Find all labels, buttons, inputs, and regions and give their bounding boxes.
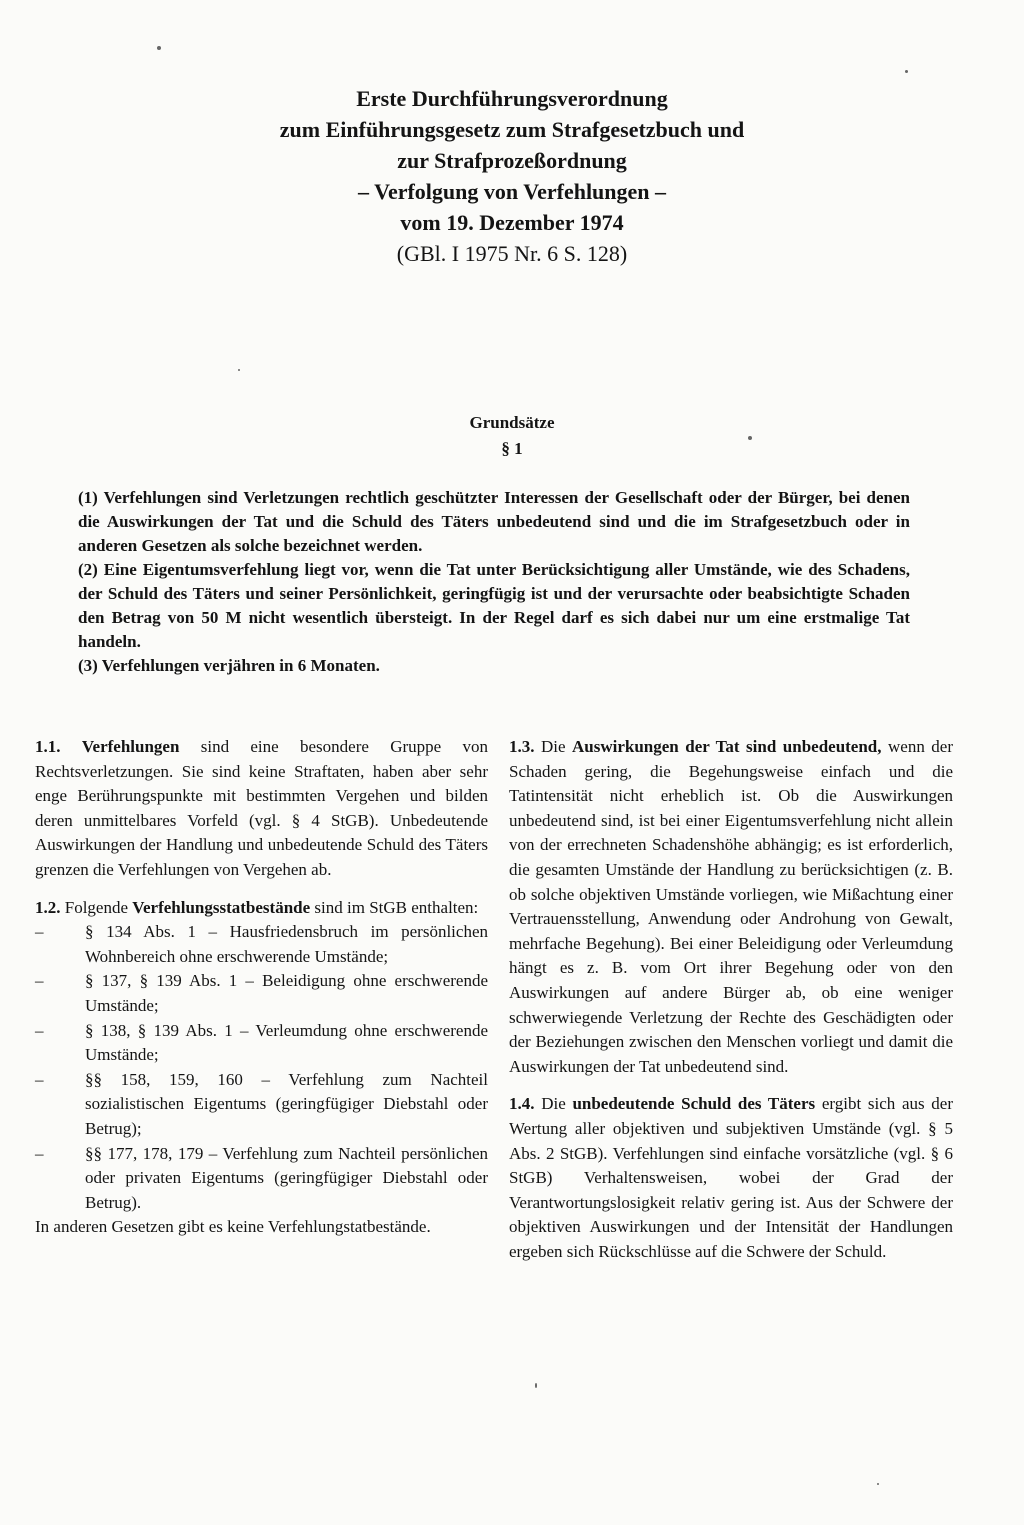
note-number: 1.3. bbox=[509, 737, 535, 756]
title-line-3: zur Strafprozeßordnung bbox=[397, 148, 627, 173]
note-keyword: Verfehlungsstatbestände bbox=[132, 897, 311, 917]
title-source: (GBl. I 1975 Nr. 6 S. 128) bbox=[396, 241, 628, 266]
list-item: – § 138, § 139 Abs. 1 – Verleumdung ohne erschwerende Umstände; bbox=[35, 1020, 488, 1065]
note-number: 1.4. bbox=[509, 1094, 535, 1114]
note-text: sind eine besondere Gruppe von Rechtsverletzungen. Sie sind keine Straftaten, haben aber sehr enge Berührungspunkte mit bestimmten Vergehen und bilden deren unmittelbares Vorfeld (vgl. § 4 StGB). Unbedeutende Auswirkungen der Handlung und unbedeutende Schuld des Täters grenzen die Verfehlungen von Vergehen ab. bbox=[35, 737, 488, 879]
note-1-4 bbox=[509, 1092, 953, 1264]
subsection-1: (1) Verfehlungen sind Verletzungen rechtlich geschützter Interessen der Gesellschaft oder der Bürger, bei denen die Auswirkungen der Tat und die Schuld des Täters unbedeutend sind und die im Strafgesetzbuch oder in anderen Gesetzen als solche bezeichnet werden. bbox=[78, 488, 910, 555]
note-1-1 bbox=[35, 735, 488, 883]
note-text: Die bbox=[534, 737, 572, 756]
dash-marker: – bbox=[35, 922, 44, 942]
offence-list bbox=[35, 920, 488, 1215]
note-number: 1.2. bbox=[35, 897, 61, 917]
note-text: ergibt sich aus der Wertung aller objektiven und subjektiven Umstände (vgl. § 5 Abs. 2 StGB). Verfehlungen sind einfache vorsätzliche (vgl. § 6 StGB) Verhaltensweisen, wobei der Grad der Verantwortungslosigkeit relativ gering ist. Aus der Schwere der objektiven Auswirkungen und der Intensität der Handlungen ergeben sich Rückschlüsse auf die Schwere der Schuld. bbox=[509, 1094, 953, 1261]
paragraph-1-text bbox=[78, 486, 910, 678]
note-keyword: Verfehlungen bbox=[81, 737, 180, 756]
note-keyword: Auswirkungen der Tat sind unbedeutend, bbox=[572, 737, 882, 756]
scan-speck bbox=[905, 70, 908, 73]
list-closing: In anderen Gesetzen gibt es keine Verfehlungstatbestände. bbox=[35, 1217, 431, 1237]
title-line-2: zum Einführungsgesetz zum Strafgesetzbuch und bbox=[279, 117, 745, 142]
note-text: Die bbox=[534, 1094, 573, 1114]
subsection-3: (3) Verfehlungen verjähren in 6 Monaten. bbox=[78, 656, 380, 675]
list-item: – §§ 177, 178, 179 – Verfehlung zum Nachteil persönlichen oder privaten Eigentums (geringfügiger Diebstahl oder Betrug). bbox=[35, 1143, 488, 1212]
note-keyword: unbedeutende Schuld des Täters bbox=[572, 1094, 816, 1114]
note-text: wenn der Schaden gering, die Begehungsweise einfach und die Tatintensität nicht erheblich ist. Ob die Auswirkungen unbedeutend sind, ist bei einer Eigentumsverfehlung nicht allein von der errechneten Schadenshöhe abhängig; es ist erforderlich, die gesamten Umstände der Handlung zu berücksichtigen (z. B. ob solche objektiven Umstände vorliegen, wie Mißachtung einer Vertrauensstellung, Anwendung oder Androhung von Gewalt, mehrfache Begehung). Bei einer Beleidigung oder Verleumdung hängt es z. B. vom Ort ihrer Begehung oder von den Auswirkungen auf andere Bürger ab, ob eine weniger schwerwiegende Verletzung der Rechte des Geschädigten oder der Beziehungen zwischen den Menschen vorliegt und damit die Auswirkungen der Tat unbedeutend sind. bbox=[509, 737, 953, 1076]
dash-marker: – bbox=[35, 971, 44, 991]
note-1-2 bbox=[35, 896, 488, 921]
dash-marker: – bbox=[35, 1143, 44, 1163]
subsection-2: (2) Eine Eigentumsverfehlung liegt vor, wenn die Tat unter Berücksichtigung aller Umstände, wie des Schadens, der Schuld des Täters und seiner Persönlichkeit, geringfügig ist und der verursachte oder beabsichtigte Schaden den Betrag von 50 M nicht wesentlich übersteigt. In der Regel darf es sich dabei nur um eine erstmalige Tat handeln. bbox=[78, 560, 910, 651]
title-line-1: Erste Durchführungsverordnung bbox=[356, 86, 668, 111]
scan-speck bbox=[535, 1383, 537, 1388]
dash-marker: – bbox=[35, 1020, 44, 1040]
note-text: Folgende bbox=[60, 897, 133, 917]
note-text: sind im StGB enthalten: bbox=[310, 897, 479, 917]
list-item: – §§ 158, 159, 160 – Verfehlung zum Nachteil sozialistischen Eigentums (geringfügiger Diebstahl oder Betrug); bbox=[35, 1069, 488, 1138]
note-1-3 bbox=[509, 735, 953, 1079]
title-block bbox=[0, 83, 1024, 269]
title-line-4: – Verfolgung von Verfehlungen – bbox=[357, 179, 667, 204]
list-item: – § 134 Abs. 1 – Hausfriedensbruch im persönlichen Wohnbereich ohne erschwerende Umstände; bbox=[35, 922, 488, 966]
scan-speck bbox=[238, 369, 240, 371]
note-number: 1.1. bbox=[35, 737, 61, 756]
paragraph-number: § 1 bbox=[501, 439, 523, 458]
commentary-left-column bbox=[35, 735, 488, 1240]
commentary-right-column bbox=[509, 735, 953, 1264]
dash-marker: – bbox=[35, 1069, 44, 1089]
section-heading: Grundsätze bbox=[469, 413, 555, 432]
scan-speck bbox=[877, 1483, 879, 1485]
title-line-5: vom 19. Dezember 1974 bbox=[400, 210, 624, 235]
scan-speck bbox=[157, 46, 161, 50]
list-item: – § 137, § 139 Abs. 1 – Beleidigung ohne erschwerende Umstände; bbox=[35, 971, 488, 1015]
scan-speck bbox=[748, 436, 752, 440]
